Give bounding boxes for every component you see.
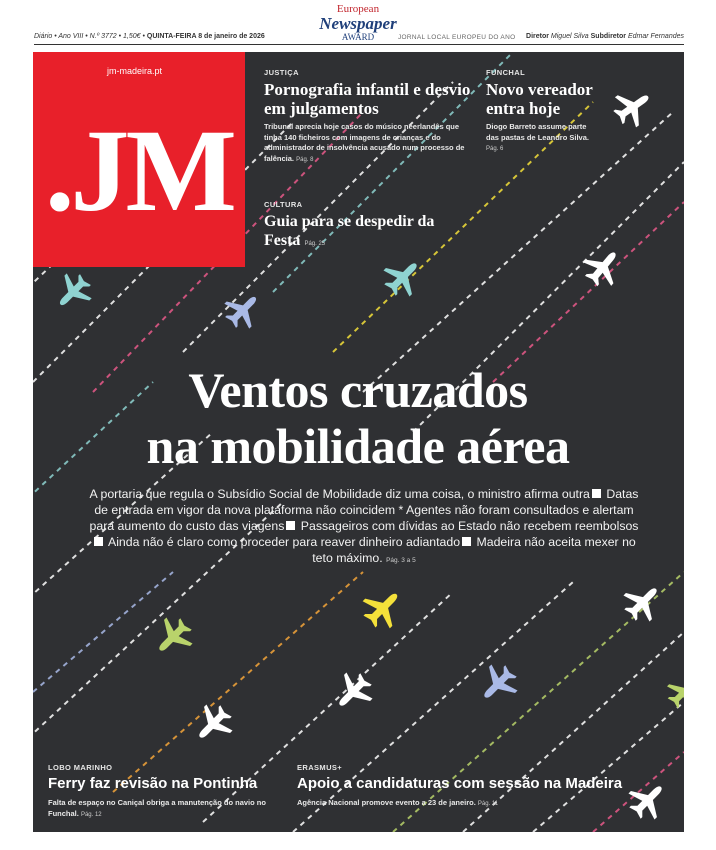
main-headline-line2: na mobilidade aérea <box>146 418 570 474</box>
header-rule <box>34 44 684 45</box>
edition-date: QUINTA-FEIRA 8 de janeiro de 2026 <box>146 33 265 40</box>
justica-headline: Pornografia infantil e desvio em julgamentos <box>264 80 471 118</box>
cultura-headline <box>264 212 444 254</box>
airplane-icon <box>48 267 98 317</box>
main-deck-part1: A portaria que regula o Subsídio Social de Mobilidade diz uma coisa, o ministro afirma outra <box>89 487 590 501</box>
newspaper-award-logo: European Newspaper AWARD <box>319 3 397 42</box>
main-deck-part5: Madeira não aceita mexer no teto máximo. <box>312 535 636 565</box>
bullet-square <box>462 537 471 546</box>
justica-kicker: JUSTIÇA <box>264 68 299 77</box>
erasmus-deck <box>297 798 597 810</box>
funchal-kicker: FUNCHAL <box>486 68 526 77</box>
bullet-square <box>94 537 103 546</box>
subdirector-label: Subdiretor <box>590 33 627 40</box>
lobo-headline: Ferry faz revisão na Pontinha <box>48 775 258 792</box>
lobo-deck-text: Falta de espaço no Caniçal obriga a manutenção do navio no Funchal. <box>48 798 266 818</box>
main-deck-part4: Ainda não é claro como proceder para reaver dinheiro adiantado <box>108 535 461 549</box>
funchal-page-ref: Pág. 6 <box>486 146 504 152</box>
award-subtitle: JORNAL LOCAL EUROPEU DO ANO <box>398 34 516 41</box>
airplane-icon <box>147 611 199 663</box>
justica-deck <box>264 122 469 165</box>
lobo-page-ref: Pág. 12 <box>80 811 102 818</box>
airplane-icon <box>617 576 669 628</box>
subdirector-name: Edmar Fernandes <box>627 33 684 40</box>
erasmus-page-ref: Pág. 11 <box>477 801 499 807</box>
director-label: Diretor <box>526 33 549 40</box>
airplane-icon <box>661 669 684 714</box>
jm-logo: .JM <box>45 105 233 236</box>
justica-page-ref: Pág. 8 <box>296 156 314 163</box>
lobo-deck <box>48 798 288 820</box>
director-name: Miguel Silva <box>550 33 589 40</box>
masthead <box>0 0 716 52</box>
funchal-headline: Novo vereador entra hoje <box>486 80 593 118</box>
airplane-icon <box>187 698 239 750</box>
airplane-icon <box>327 666 379 718</box>
airplane-icon <box>356 581 410 635</box>
staff-info <box>526 33 684 40</box>
flight-trail <box>33 572 173 692</box>
justica-deck-text: Tribunal aprecia hoje casos do músico neerlandês que tinha 140 ficheiros com imagens de crianças e do administrador de insolvência acusado num processo de falência. <box>264 122 465 163</box>
flight-trail <box>293 582 573 832</box>
erasmus-deck-text: Agência Nacional promove evento a 23 de janeiro. <box>297 798 476 807</box>
erasmus-kicker: ERASMUS+ <box>297 763 343 772</box>
airplane-icon <box>607 81 658 132</box>
edition-text: Diário • Ano VIII • N.º 3772 • 1,50€ • <box>34 33 145 40</box>
main-headline-line1: Ventos cruzados <box>188 362 528 418</box>
airplane-icon <box>377 251 429 303</box>
funchal-deck <box>486 122 596 155</box>
main-page-ref: Pág. 3 a 5 <box>386 557 416 564</box>
page-bottom-margin <box>0 832 716 850</box>
flight-trail <box>493 202 684 382</box>
airplane-icon <box>577 241 629 293</box>
main-headline <box>40 362 676 474</box>
edition-info <box>34 33 265 40</box>
bullet-square <box>286 521 295 530</box>
lobo-kicker: LOBO MARINHO <box>48 763 113 772</box>
main-deck-part2: Datas de entrada em vigor da nova plataforma não coincidem * Agentes não foram consultados e alertam para aumento do custo das viagens <box>89 487 639 533</box>
main-deck <box>84 486 644 569</box>
flight-trail <box>113 572 363 792</box>
cultura-kicker: CULTURA <box>264 200 303 209</box>
erasmus-headline: Apoio a candidaturas com sessão na Madeira <box>297 775 623 792</box>
website-url[interactable]: jm-madeira.pt <box>107 66 163 76</box>
cultura-headline-text: Guia para se despedir da Festa <box>264 213 435 249</box>
cultura-page-ref: Pág. 25 <box>304 241 326 247</box>
main-deck-part3: Passageiros com dívidas ao Estado não recebem reembolsos <box>300 519 639 533</box>
flight-trail <box>533 702 684 832</box>
flight-trail <box>393 572 684 832</box>
funchal-deck-text: Diogo Barreto assume parte das pastas de Leandro Silva. <box>486 122 589 142</box>
bullet-square <box>592 489 601 498</box>
